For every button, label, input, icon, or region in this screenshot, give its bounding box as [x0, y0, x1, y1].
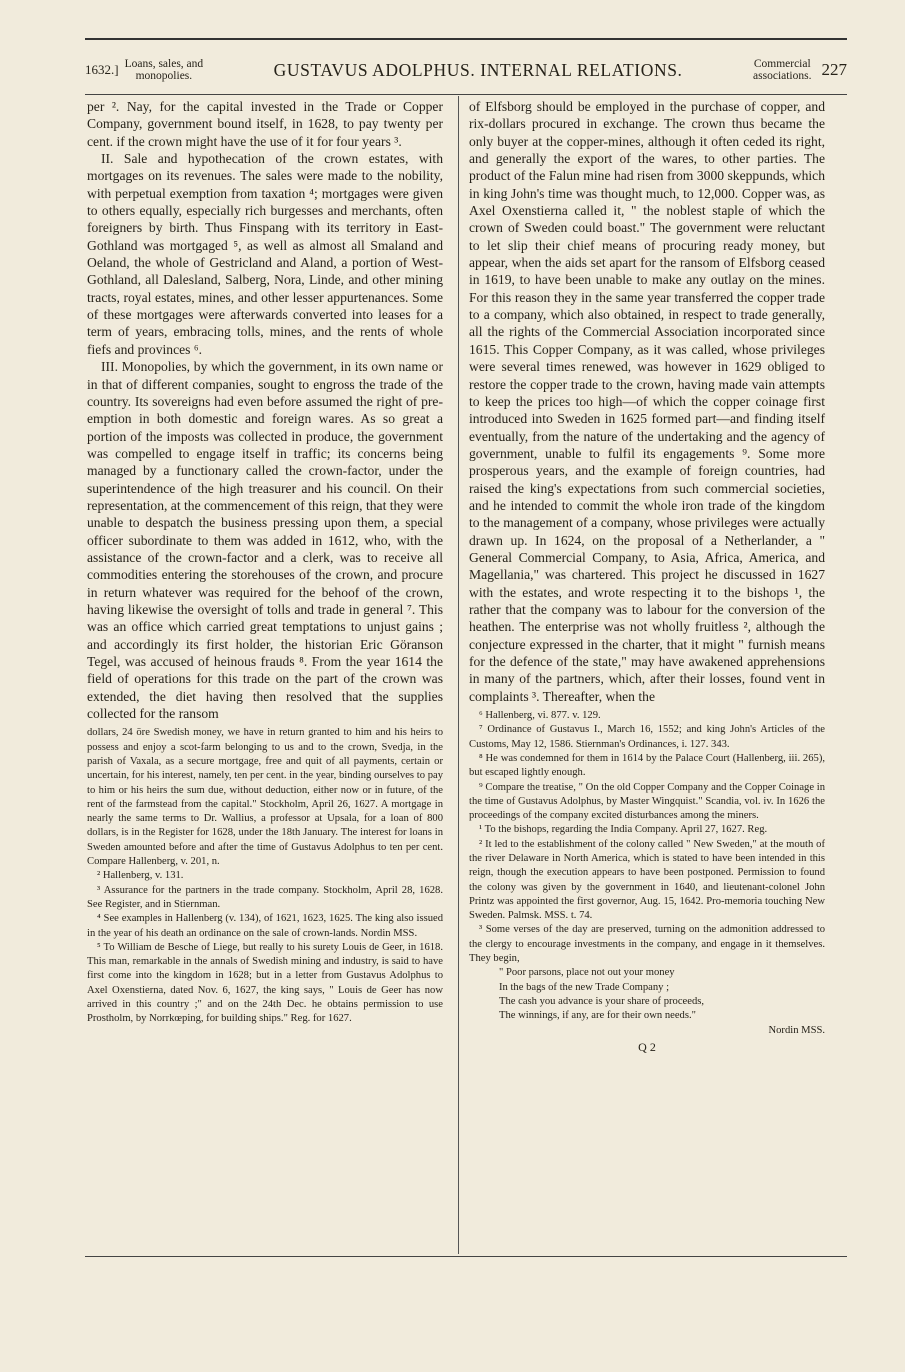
- footnote: ⁷ Ordinance of Gustavus I., March 16, 1552; and king John's Articles of the Customs, May 12, 1586. Stiernman's Ordinances, i. 127. 343.: [469, 724, 825, 750]
- footnote: dollars, 24 öre Swedish money, we have in return granted to him and his heirs to possess and enjoy a scot-farm belonging to us and to the crown, Svedja, in the parish of Vaxala, as a secure mortgage, free and quit of all payments, certain or uncertain, for his interest, namely, ten per cent. in the year, binding ourselves to pay to him or his heirs the sum due, without deduction, either now or in future, of the rent of the farmstead from the capital." Stockholm, April 26, 1627. A mortgage in nearly the same terms to Dr. Wallius, a professor at Upsala, for a loan of 800 dollars, is in the Register for 1628, under the 18th January. The interest for loans in Sweden amounted before and after the time of Gustavus Adolphus to ten per cent. Compare Hallenberg, v. 201, n.: [87, 727, 443, 868]
- header-right: [753, 58, 847, 82]
- footnote: ² Hallenberg, v. 131.: [97, 870, 184, 882]
- left-paragraph: III. Monopolies, by which the government, in its own name or in that of different companies, sought to engross the trade of the country. Its sovereigns had even before assumed the right of pre-emption in both domestic and foreign wares. As so great a portion of the imposts was collected in produce, the government was compelled to engage itself in traffic; its concerns being managed by a functionary called the crown-factor, under the superintendence of the high treasurer and his council. On their representation, at the commencement of this reign, that they were unable to despatch the business pressing upon them, a special officer subordinate to them was added in 1612, who, with the assistance of the crown-factor and a clerk, was to receive all commodities entering the storehouses of the crown, and procure in return whatever was required for the behoof of the crown, having likewise the oversight of tolls and trade in general ⁷. This was an office which carried great temptations to unjust gains ; and accordingly its first holder, the historian Eric Göranson Tegel, was accused of heinous frauds ⁸. From the year 1614 the field of operations for this trade on the part of the crown was extended, the diet having then resolved that the supplies collected for the ransom: [87, 359, 443, 722]
- book-page: [85, 38, 847, 1308]
- verse-line: In the bags of the new Trade Company ;: [499, 981, 670, 993]
- page-title: GUSTAVUS ADOLPHUS. INTERNAL RELATIONS.: [273, 59, 683, 80]
- header-right-sidenote: [753, 58, 811, 82]
- quoted-verse: [469, 966, 825, 1037]
- footnote: ⁵ To William de Besche of Liege, but really to his surety Louis de Geer, in 1618. This man, remarkable in the annals of Swedish mining and industry, is said to have first come into the kingdom in 1628; but in a letter from Gustavus Adolphus to Axel Oxenstierna, dated Nov. 6, 1627, the king says, " Louis de Geer has now arrived in this country ;" and on the 24th Dec. he obtains permission to use Prostholm, by Norrkœping, for building ships." Reg. for 1627.: [87, 941, 443, 1025]
- footnote: ¹ To the bishops, regarding the India Company. April 27, 1627. Reg.: [479, 824, 768, 836]
- footnote: ⁶ Hallenberg, vi. 877. v. 129.: [479, 710, 601, 722]
- verse-line: The winnings, if any, are for their own needs.": [499, 1010, 696, 1022]
- footnote: ⁸ He was condemned for them in 1614 by the Palace Court (Hallenberg, iii. 265), but escaped lightly enough.: [469, 752, 825, 779]
- left-paragraph: per ². Nay, for the capital invested in the Trade or Copper Company, government bound itself, in 1628, to pay twenty per cent. if the crown might have the use of it for four years ³.: [87, 99, 443, 149]
- footnote: ⁴ See examples in Hallenberg (v. 134), of 1621, 1623, 1625. The king also issued in the year of his death an ordinance on the sale of crown-lands. Nordin MSS.: [87, 913, 443, 939]
- left-column: [87, 98, 443, 1027]
- header-rule: [85, 94, 847, 95]
- header-left: [85, 58, 203, 82]
- header-left-sidenote-line2: monopolies.: [135, 70, 193, 82]
- bottom-rule: [85, 1256, 847, 1257]
- header-left-sidenote-line1: Loans, sales, and: [124, 58, 204, 70]
- footnote: ³ Assurance for the partners in the trade company. Stockholm, April 28, 1628. See Register, and in Stiernman.: [87, 884, 443, 910]
- right-column: [469, 98, 825, 1054]
- right-body-text: [469, 98, 825, 705]
- header-right-sidenote-line1: Commercial: [753, 58, 811, 70]
- left-footnotes: [87, 726, 443, 1026]
- signature-mark: Q 2: [638, 1039, 656, 1054]
- verse-source: Nordin MSS.: [768, 1024, 825, 1036]
- left-paragraph: II. Sale and hypothecation of the crown estates, with mortgages on its revenues. The sales were made to the nobility, with perpetual exemption from taxation ⁴; mortgages were given to others equally, especially rich burgesses and merchants, often foreigners by birth. Thus Finspang with its territory in East-Gothland was mortgaged ⁵, as well as almost all Smaland and Oeland, the whole of Gestricland and Aland, a portion of West-Gothland, all Dalesland, Salberg, Nora, Linde, and other mining tracts, royal estates, mines, and other lesser appurtenances. Some of these mortgages were afterwards converted into leases for a term of years, embracing tolls, mines, and the rents of whole fiefs and provinces ⁶.: [87, 151, 443, 357]
- header-year: 1632.]: [85, 62, 119, 77]
- footnote: ⁹ Compare the treatise, " On the old Copper Company and the Copper Coinage in the time of Gustavus Adolphus, by Master Wingquist." Scandia, vol. iv. In 1626 the proceedings of the company excited disturbances among the miners.: [469, 781, 825, 822]
- header-left-sidenote: [125, 58, 204, 82]
- running-header: [85, 50, 847, 90]
- left-body-text: [87, 98, 443, 722]
- top-rule: [85, 38, 847, 40]
- footnote: ² It led to the establishment of the colony called " New Sweden," at the mouth of the river Delaware in North America, which is stated to have been intended in this reign, though the execution appears to have been postponed. Permission to found the colony was given by the government in 1640, and lieutenant-colonel John Printz was appointed the first governor, Aug. 15, 1642. Pro-memoria touching New Sweden. Palmsk. MSS. t. 74.: [469, 838, 825, 922]
- column-divider: [458, 96, 459, 1254]
- right-footnotes: [469, 709, 825, 1054]
- verse-line: " Poor parsons, place not out your money: [499, 967, 675, 979]
- right-paragraph: of Elfsborg should be employed in the purchase of copper, and rix-dollars procured in exchange. The crown thus became the only buyer at the copper-mines, although it often ceded its right, and generally the export of the wares, to other parties. The product of the Falun mine had risen from 3000 skeppunds, which in king John's time was thought much, to 12,000. Copper was, as Axel Oxenstierna called it, " the noblest staple of which the crown of Sweden could boast." The government were reluctant to let slip their chief means of procuring ready money, but appear, when the aids set apart for the ransom of Elfsborg ceased in 1619, to have been unable to make any outlay on the mines. For this reason they in the same year transferred the copper trade to a company, which also obtained, in respect to trade generally, all the rights of the Commercial Association incorporated since 1615. This Copper Company, as it was called, whose privileges were several times renewed, was however in 1629 obliged to restore the copper trade to the crown, having made vain attempts to keep the prices too high—of which the copper coinage first introduced into Sweden in 1625 formed part—and finding itself eventually, from the nature of the undertaking and the agency of government, unable to fulfil its engagements ⁹. Some more prosperous years, and the example of foreign countries, had raised the king's expectations from such commercial societies, and he intended to commit the whole iron trade of the kingdom to the management of a company, whose privileges were actually drawn up. In 1624, on the proposal of a Netherlander, a " General Commercial Company, to Asia, Africa, America, and Magellania," was chartered. This project he discussed in 1627 with the estates, and wrote respecting it to the bishops ¹, the rather that the company was to labour for the conversion of the heathen. The enterprise was not wholly fruitless ², although the conjecture expressed in the charter, that it might " furnish means for the defence of the state," may have awakened apprehensions in many of the partners, which, after their losses, found vent in complaints ³. Thereafter, when the: [469, 99, 825, 704]
- header-right-sidenote-line2: associations.: [753, 70, 812, 82]
- verse-line: The cash you advance is your share of proceeds,: [499, 995, 705, 1007]
- page-number: 227: [821, 60, 847, 79]
- footnote: ³ Some verses of the day are preserved, turning on the admonition addressed to the clergy to encourage investments in the company, and engage in it themselves. They begin,: [469, 924, 825, 965]
